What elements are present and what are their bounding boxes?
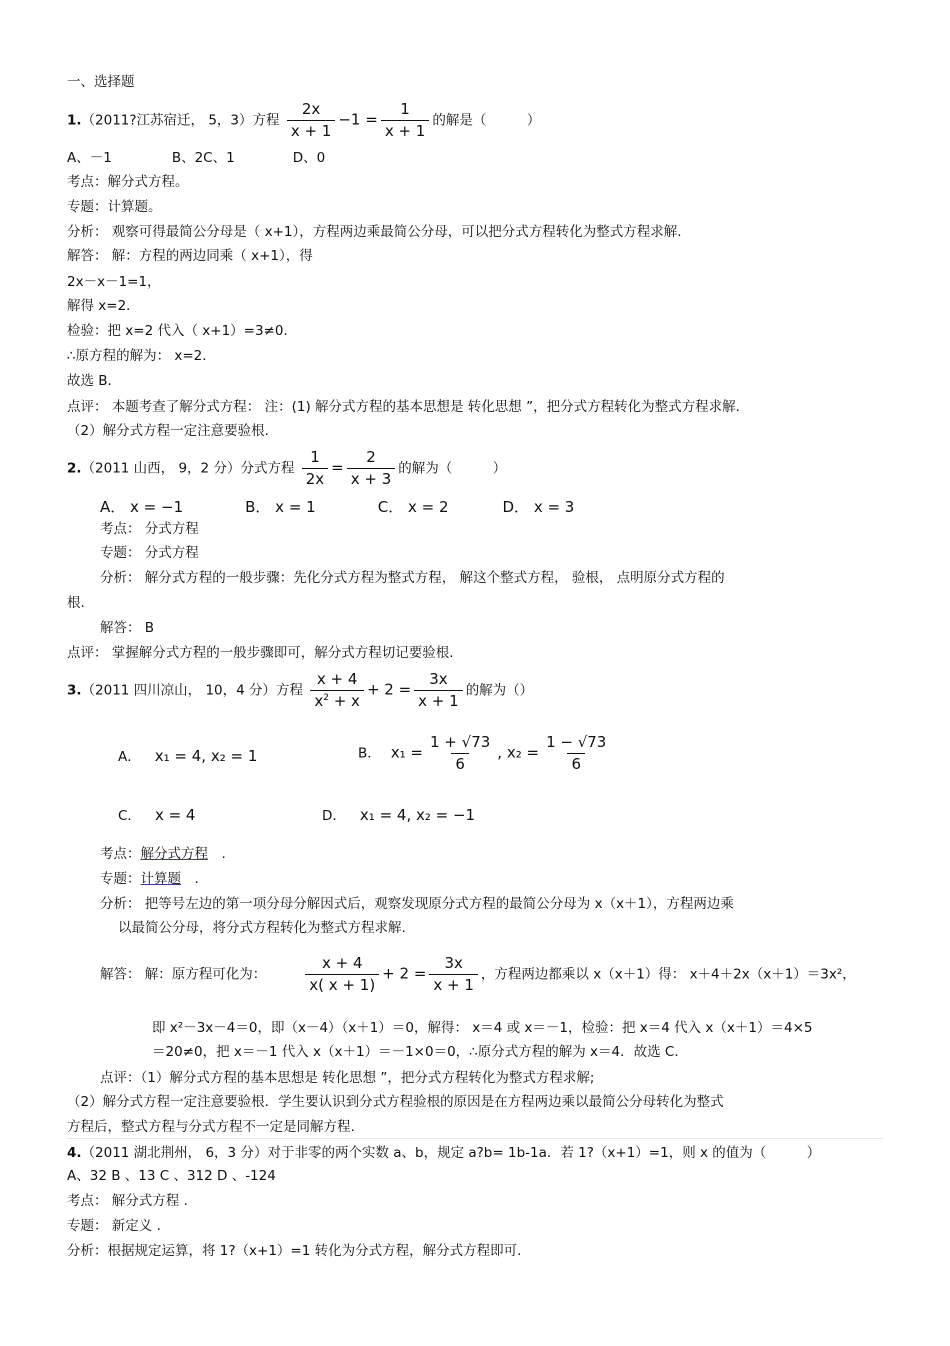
q3-kaodian: 考点：解分式方程 . [100,846,226,862]
fraction: $\frac{x + 4}{x^2 + x}$ [310,670,364,711]
question-2-stem: 2.（2011 山西， 9，2 分）分式方程 $\frac{1}{2x}$ = $\frac{2}{x + 3}$ 的解为（ ） [67,448,507,488]
q2-fenxi: 分析： 解分式方程的一般步骤：先化分式方程为整式方程， 解这个整式方程， 验根， 点明原分式方程的 [100,570,725,586]
q1-step: 解得 x=2． [67,298,140,314]
q4-zhuanti: 专题： 新定义 . [67,1218,161,1234]
q1-dianping: 点评： 本题考查了解分式方程： 注：(1) 解分式方程的基本思想是 转化思想 ”，把分式方程转化为整式方程求解. [67,399,740,415]
divider [67,1138,883,1139]
q3-option-b: B． x₁ = $\frac{1 + √73}{6}$ , x₂ = $\frac{1 - √73}{6}$ [358,733,613,774]
q3-zhuanti: 专题：计算题 . [100,871,199,887]
question-4-options: A、32 B 、13 C 、312 D 、-124 [67,1168,276,1184]
q3-jieda-line: ＝20≠0，把 x＝－1 代入 x（x＋1）＝－1×0＝0，∴原分式方程的解为 x＝4．故选 C. [152,1044,679,1060]
q1-dianping: （2）解分式方程一定注意要验根. [67,423,269,439]
question-number: 4. [67,1145,82,1161]
q1-zhuanti: 专题：计算题。 [67,199,162,215]
fraction: $\frac{3x}{x + 1}$ [414,670,463,711]
q3-option-d: D． x₁ = 4, x₂ = −1 [322,806,476,824]
question-1-options: A、－1 B、2C、1 D、0 [67,150,326,166]
q2-jieda: 解答： B [100,620,155,636]
q4-fenxi: 分析：根据规定运算，将 1?（x+1）=1 转化为分式方程，解分式方程即可. [67,1243,522,1259]
fraction: $\frac{2}{x + 3}$ [347,448,396,489]
q3-option-a: A． x₁ = 4, x₂ = 1 [118,747,258,765]
q2-dianping: 点评： 掌握解分式方程的一般步骤即可，解分式方程切记要验根. [67,645,454,661]
q3-jieda: 解答： 解：原方程可化为： $\frac{x + 4}{x( x + 1)}$ + 2 = $\frac{3x}{x + 1}$ ，方程两边都乘以 x（x＋1）得： x＋4＋2x（x＋1）＝3x²， [100,954,856,994]
fraction: $\frac{2x}{x + 1}$ [287,100,336,141]
question-1-stem: 1.（2011?江苏宿迁， 5，3）方程 $\frac{2x}{x + 1}$ −1 = $\frac{1}{x + 1}$ 的解是（ ） [67,100,541,140]
q3-fenxi: 分析： 把等号左边的第一项分母分解因式后，观察发现原分式方程的最简公分母为 x（x＋1），方程两边乘 [100,896,734,912]
fraction: $\frac{1 + √73}{6}$ [430,733,491,773]
fraction: $\frac{3x}{x + 1}$ [429,954,478,995]
q3-dianping: （2）解分式方程一定注意要验根．学生要认识到分式方程验根的原因是在方程两边乘以最简公分母转化为整式 [67,1094,724,1110]
q2-kaodian: 考点： 分式方程 [100,521,199,537]
q1-step: 故选 B． [67,373,122,389]
fraction: $\frac{1}{x + 1}$ [381,100,430,141]
q1-step: 2x－x－1=1， [67,274,161,290]
fraction: $\frac{1}{2x}$ [302,448,328,489]
q1-step: ∴原方程的解为： x=2． [67,348,216,364]
q1-jieda: 解答： 解：方程的两边同乘（ x+1），得 [67,248,313,264]
question-source: （2011?江苏宿迁， 5，3）方程 [81,112,280,129]
question-number: 2. [67,460,82,477]
q3-option-c: C． x = 4 [118,806,196,824]
fraction: $\frac{1 - √73}{6}$ [546,733,607,773]
question-source: （2011 山西， 9，2 分）分式方程 [81,460,295,477]
q4-kaodian: 考点： 解分式方程 . [67,1193,188,1209]
question-2-options: A． x = −1 B． x = 1 C． x = 2 D． x = 3 [100,498,575,516]
question-4-stem: 4.（2011 湖北荆州， 6，3 分）对于非零的两个实数 a、b，规定 a?b= 1b-1a．若 1?（x+1）=1，则 x 的值为（ ） [67,1145,821,1161]
section-title: 一、选择题 [67,74,135,90]
q2-fenxi: 根. [67,595,85,611]
question-source: （2011 四川凉山， 10，4 分）方程 [81,682,304,699]
q1-kaodian: 考点：解分式方程。 [67,174,189,190]
q3-fenxi: 以最简公分母，将分式方程转化为整式方程求解. [118,920,406,936]
q3-jieda-line: 即 x²－3x－4＝0，即（x－4）（x＋1）＝0，解得： x＝4 或 x＝－1，检验：把 x＝4 代入 x（x＋1）＝4×5 [152,1020,813,1036]
q1-fenxi: 分析： 观察可得最简公分母是（ x+1），方程两边乘最简公分母，可以把分式方程转化为整式方程求解. [67,224,682,240]
q3-dianping: 方程后，整式方程与分式方程不一定是同解方程. [67,1119,355,1135]
fraction: $\frac{x + 4}{x( x + 1)}$ [305,954,379,995]
q1-step: 检验：把 x=2 代入（ x+1）=3≠0． [67,323,297,339]
question-number: 3. [67,682,82,699]
question-number: 1. [67,112,82,129]
q2-zhuanti: 专题： 分式方程 [100,545,199,561]
q3-dianping: 点评：（1）解分式方程的基本思想是 转化思想 ”，把分式方程转化为整式方程求解; [100,1070,595,1086]
question-3-stem: 3.（2011 四川凉山， 10，4 分）方程 $\frac{x + 4}{x^2 + x}$ + 2 = $\frac{3x}{x + 1}$ 的解为（） [67,670,534,710]
